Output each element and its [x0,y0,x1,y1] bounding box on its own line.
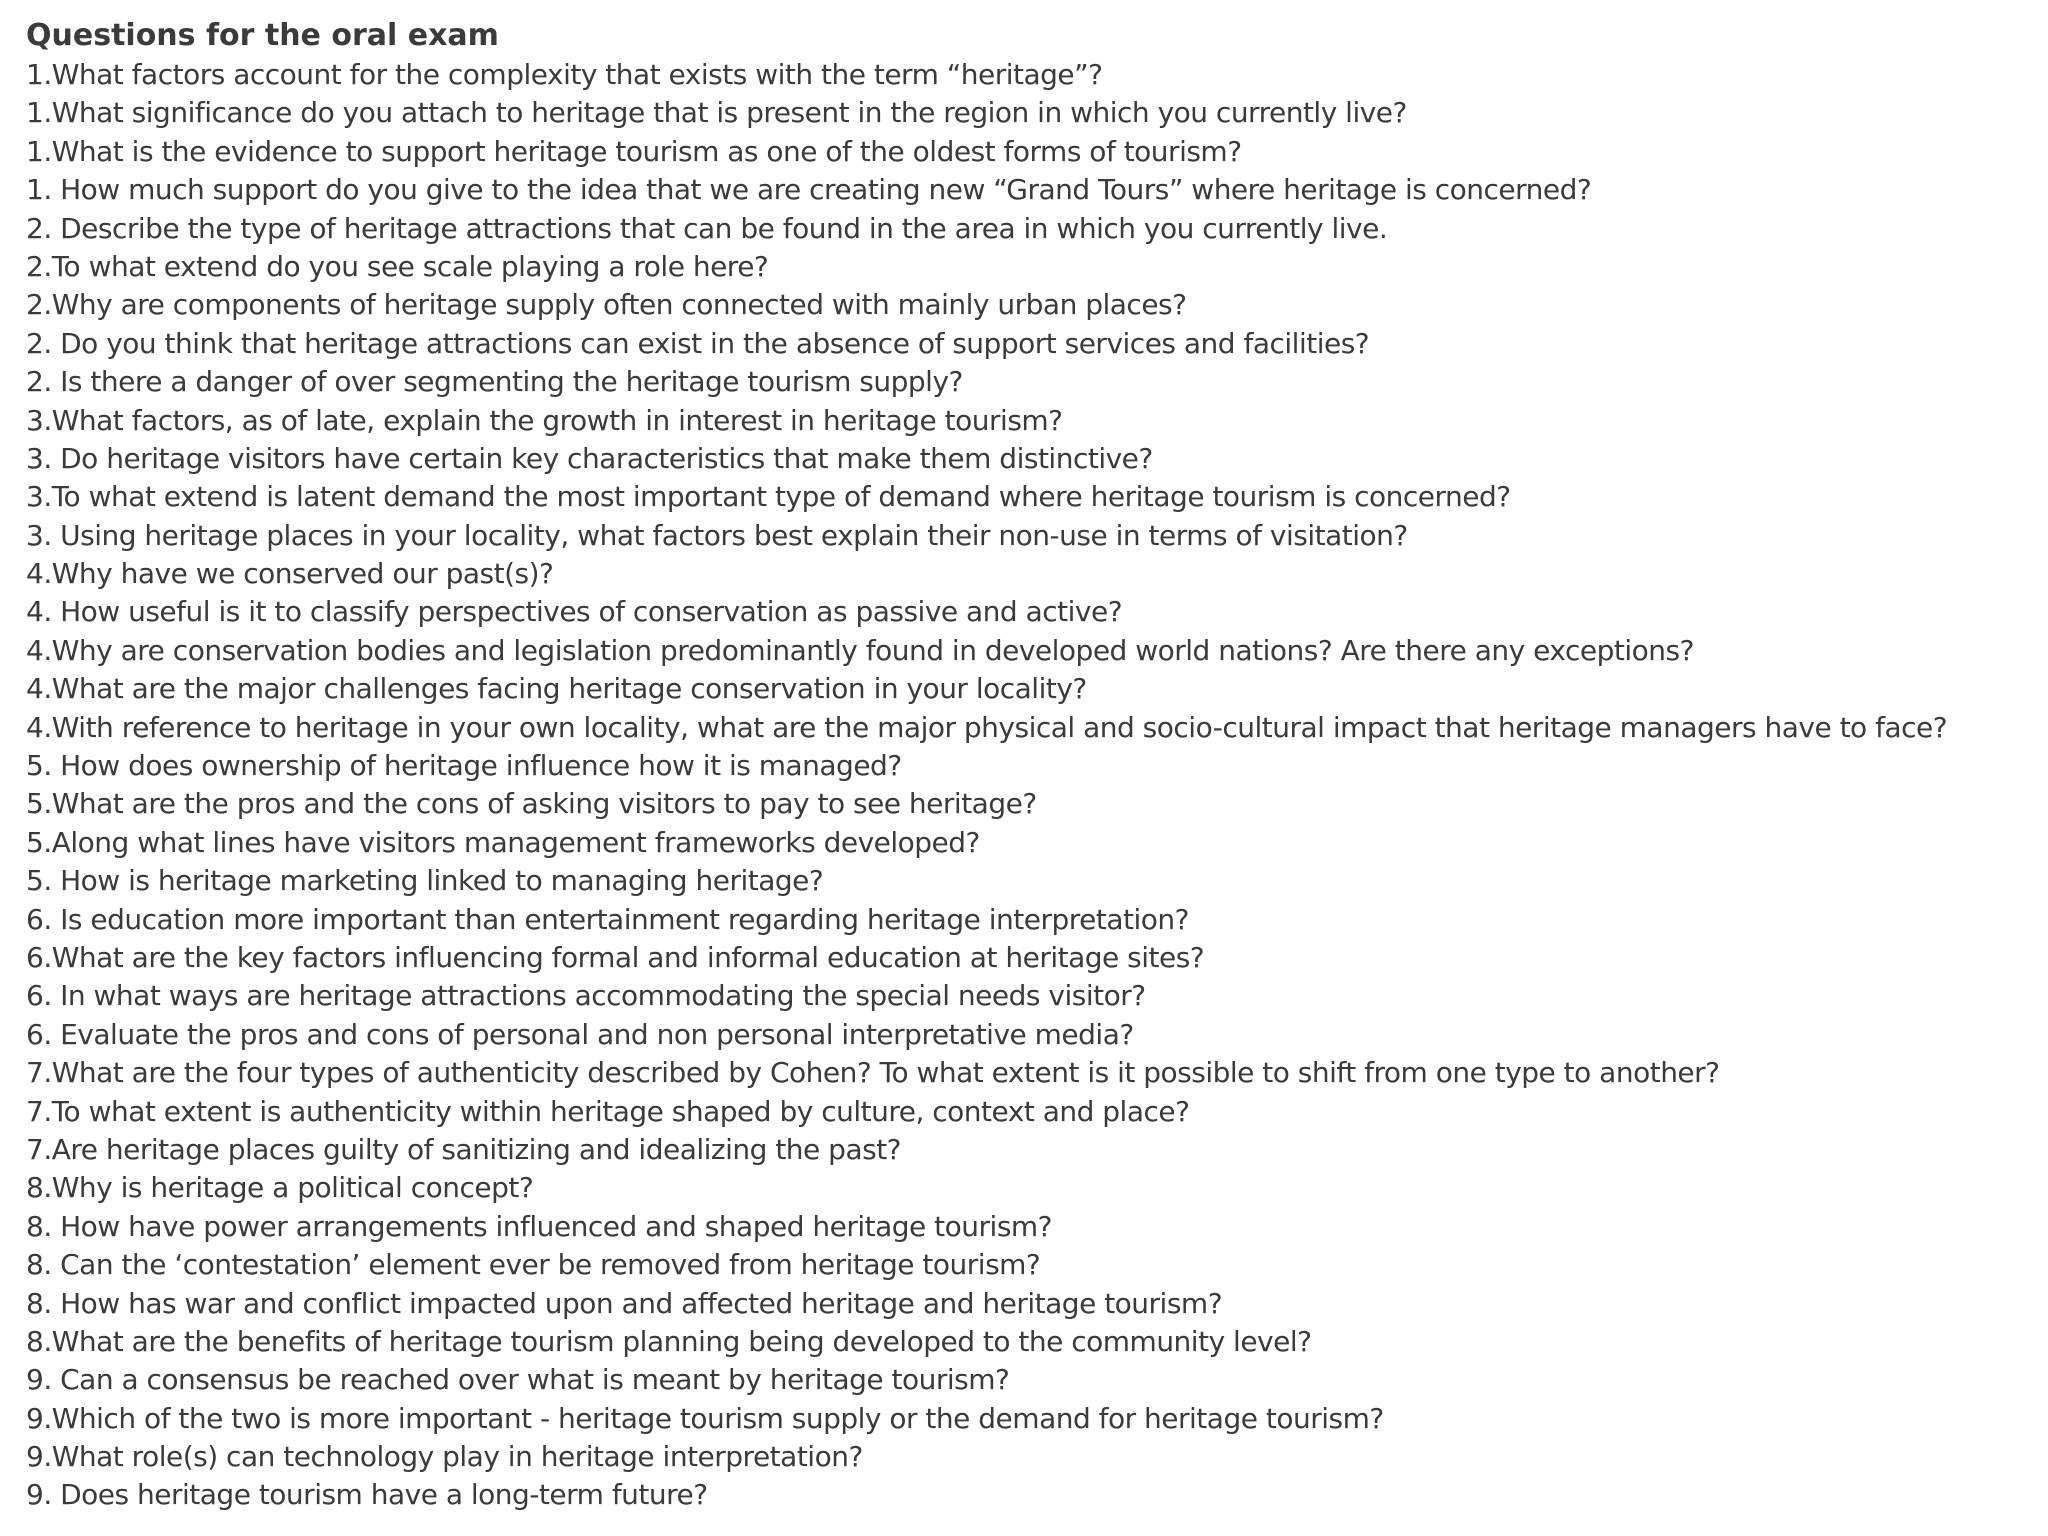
question-item: 4. How useful is it to classify perspectives of conservation as passive and active? [26,595,1123,629]
question-item: 1.What is the evidence to support heritage tourism as one of the oldest forms of tourism? [26,134,1242,168]
question-item: 8.Why is heritage a political concept? [26,1171,534,1205]
question-item: 5. How does ownership of heritage influence how it is managed? [26,749,902,783]
question-item: 9. Can a consensus be reached over what is meant by heritage tourism? [26,1363,1010,1397]
question-item: 2.To what extend do you see scale playing a role here? [26,249,769,283]
question-item: 1. How much support do you give to the idea that we are creating new “Grand Tours” where heritage is concerned? [26,173,1592,207]
question-item: 3. Using heritage places in your locality, what factors best explain their non-use in terms of visitation? [26,518,1408,552]
question-item: 4.What are the major challenges facing heritage conservation in your locality? [26,672,1087,706]
question-item: 1.What factors account for the complexity that exists with the term “heritage”? [26,58,1103,91]
question-item: 9.Which of the two is more important - heritage tourism supply or the demand for heritage tourism? [26,1401,1384,1435]
question-item: 4.With reference to heritage in your own locality, what are the major physical and socio-cultural impact that heritage managers have to face? [26,710,1948,744]
question-item: 2. Do you think that heritage attractions can exist in the absence of support services and facilities? [26,326,1370,360]
question-item: 3. Do heritage visitors have certain key characteristics that make them distinctive? [26,441,1153,475]
question-item: 8. How have power arrangements influenced and shaped heritage tourism? [26,1209,1053,1243]
question-item: 9.What role(s) can technology play in heritage interpretation? [26,1440,863,1474]
question-item: 5. How is heritage marketing linked to managing heritage? [26,864,824,898]
question-list [26,56,2026,1515]
question-item: 1.What significance do you attach to heritage that is present in the region in which you currently live? [26,96,1407,130]
question-item: 6. Is education more important than entertainment regarding heritage interpretation? [26,902,1189,936]
question-item: 3.What factors, as of late, explain the growth in interest in heritage tourism? [26,403,1063,437]
question-item: 2. Describe the type of heritage attractions that can be found in the area in which you currently live. [26,211,1388,245]
question-item: 3.To what extend is latent demand the most important type of demand where heritage tourism is concerned? [26,480,1511,514]
question-item: 4.Why are conservation bodies and legislation predominantly found in developed world nations? Are there any exceptions? [26,633,1694,667]
question-item: 6. Evaluate the pros and cons of personal and non personal interpretative media? [26,1017,1134,1051]
question-item: 8. Can the ‘contestation’ element ever be removed from heritage tourism? [26,1248,1041,1282]
question-item: 7.What are the four types of authenticity described by Cohen? To what extent is it possible to shift from one type to another? [26,1056,1720,1090]
question-item: 7.Are heritage places guilty of sanitizing and idealizing the past? [26,1132,902,1166]
question-item: 5.What are the pros and the cons of asking visitors to pay to see heritage? [26,787,1037,821]
document-page [26,16,2026,1515]
question-item: 6.What are the key factors influencing formal and informal education at heritage sites? [26,940,1205,974]
question-item: 2.Why are components of heritage supply often connected with mainly urban places? [26,288,1187,322]
question-item: 7.To what extent is authenticity within heritage shaped by culture, context and place? [26,1094,1190,1128]
question-item: 8. How has war and conflict impacted upon and affected heritage and heritage tourism? [26,1286,1223,1320]
question-item: 6. In what ways are heritage attractions accommodating the special needs visitor? [26,979,1146,1013]
page-title: Questions for the oral exam [26,18,499,53]
question-item: 2. Is there a danger of over segmenting the heritage tourism supply? [26,365,963,399]
question-item: 4.Why have we conserved our past(s)? [26,557,554,591]
question-item: 5.Along what lines have visitors management frameworks developed? [26,825,980,859]
question-item: 9. Does heritage tourism have a long-term future? [26,1478,708,1512]
question-item: 8.What are the benefits of heritage tourism planning being developed to the community level? [26,1324,1312,1358]
